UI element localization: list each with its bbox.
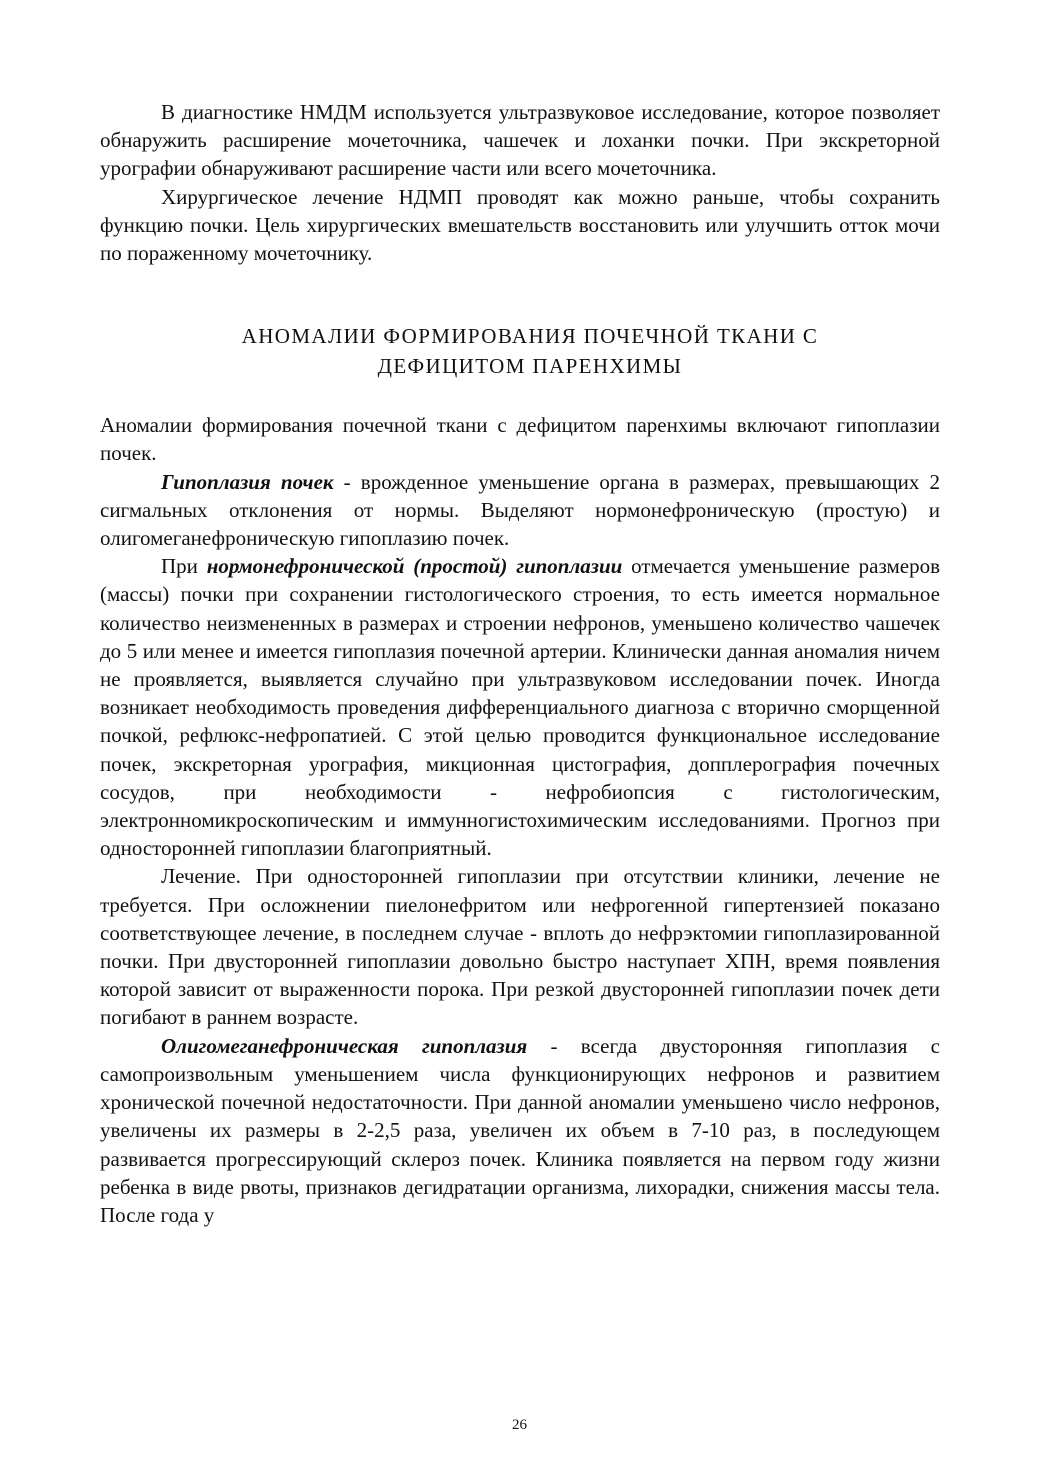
term-oligomeganephronic: Олигомеганефроническая гипоплазия bbox=[161, 1033, 528, 1058]
normonephronic-text: отмечается уменьшение размеров (массы) почки при сохранении гистологического строения, то есть имеется нормальное количество неизмененных в размерах и строении нефронов, уменьшено количество чашечек до 5 или менее и имеется гипоплазия почечной артерии. Клинически данная аномалия ничем не проявляется, выявляется случайно при ультразвуковом исследовании почек. Иногда возникает необходимость проведения дифференциального диагноза с вторично сморщенной почкой, рефлюкс-нефропатией. С этой целью проводится функциональное исследование почек, экскреторная урография, микционная цистография, допплерография почечных сосудов, при необходимости - нефробиопсия с гистологическим, электронномикроскопическим и иммунногистохимическим исследованиями. Прогноз при односторонней гипоплазии благоприятный. bbox=[100, 554, 941, 861]
paragraph-intro: Аномалии формирования почечной ткани с дефицитом паренхимы включают гипоплазии почек. bbox=[100, 413, 940, 466]
hypoplasia-text: - врожденное уменьшение органа в размерах, превышающих 2 сигмальных отклонения от нормы. Выделяют нормонефроническую (простую) и олигомеганефроническую гипоплазию почек. bbox=[100, 469, 940, 551]
term-normonephronic: нормонефронической (простой) гипоплазии bbox=[206, 554, 623, 579]
page-number: 26 bbox=[512, 1417, 527, 1433]
page-content bbox=[100, 98, 940, 1229]
paragraph-surgical-treatment: Хирургическое лечение НДМП проводят как можно раньше, чтобы сохранить функцию почки. Цель хирургических вмешательств восстановить или улучшить отток мочи по пораженному мочеточнику. bbox=[100, 184, 940, 266]
oligomeganephronic-text: - всегда двусторонняя гипоплазия с самопроизвольным уменьшением числа функционирующих нефронов и развитием хронической почечной недостаточности. При данной аномалии уменьшено число нефронов, увеличены их размеры в 2-2,5 раза, увеличен их объем в 7-10 раз, в последующем развивается прогрессирующий склероз почек. Клиника появляется на первом году жизни ребенка в виде рвоты, признаков дегидратации организма, лихорадки, снижения массы тела. После года у bbox=[100, 1033, 940, 1227]
section-title-line2: ДЕФИЦИТОМ ПАРЕНХИМЫ bbox=[377, 354, 683, 379]
paragraph-oligomeganephronic bbox=[100, 1032, 940, 1229]
section-title bbox=[100, 321, 940, 381]
section-title-line1: АНОМАЛИИ ФОРМИРОВАНИЯ ПОЧЕЧНОЙ ТКАНИ С bbox=[241, 324, 819, 349]
paragraph-hypoplasia bbox=[100, 468, 940, 553]
normonephronic-lead: При bbox=[161, 554, 207, 579]
term-hypoplasia: Гипоплазия почек bbox=[161, 469, 334, 494]
paragraph-diagnostics: В диагностике НМДМ используется ультразвуковое исследование, которое позволяет обнаружить расширение мочеточника, чашечек и лоханки почки. При экскреторной урографии обнаруживают расширение части или всего мочеточника. bbox=[100, 100, 940, 181]
paragraph-normonephronic bbox=[100, 552, 940, 862]
paragraph-treatment: Лечение. При односторонней гипоплазии при отсутствии клиники, лечение не требуется. При осложнении пиелонефритом или нефрогенной гипертензией показано соответствующее лечение, в последнем случае - вплоть до нефрэктомии гипоплазированной почки. При двусторонней гипоплазии довольно быстро наступает ХПН, время появления которой зависит от выраженности порока. При резкой двусторонней гипоплазии почек дети погибают в раннем возрасте. bbox=[100, 864, 940, 1030]
